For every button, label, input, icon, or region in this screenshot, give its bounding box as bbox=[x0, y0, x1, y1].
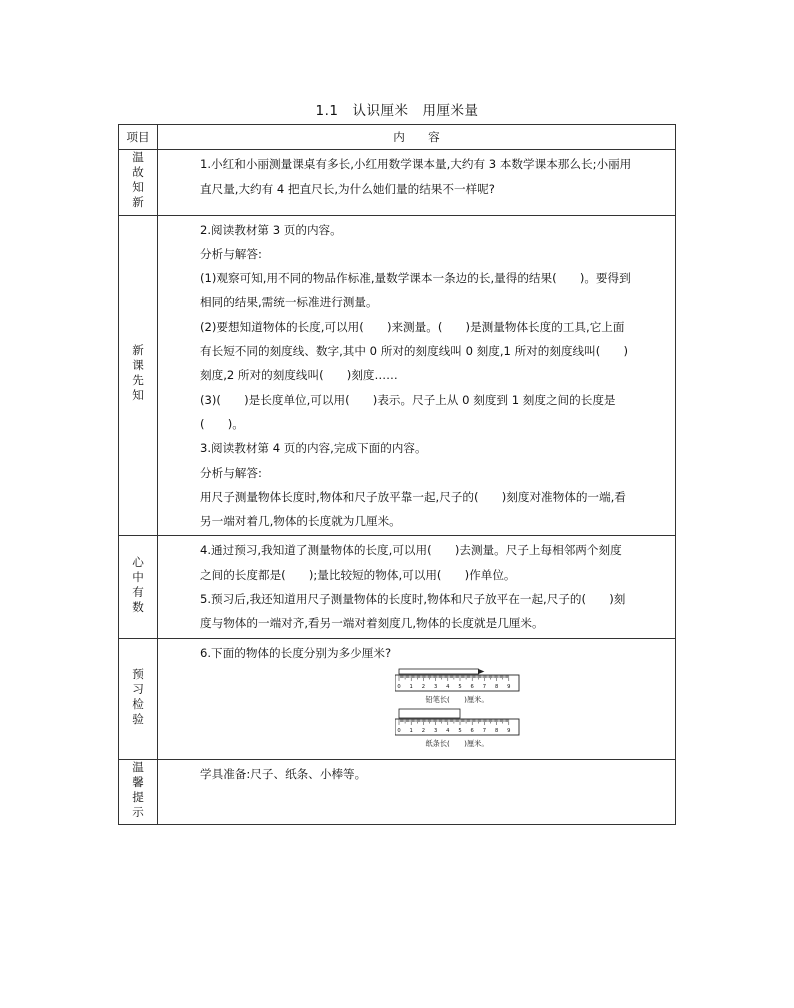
ruler-number: 4 bbox=[446, 683, 450, 690]
ruler-figure-svg bbox=[395, 665, 525, 757]
row-label-text: 预习检验 bbox=[132, 666, 144, 726]
pencil-tip bbox=[478, 669, 484, 674]
row-label-text: 温馨提示 bbox=[132, 759, 144, 819]
ruler-number: 0 bbox=[397, 683, 401, 690]
row-label-text: 心中有数 bbox=[132, 554, 144, 614]
content-line: 1.小红和小丽测量课桌有多长,小红用数学课本量,大约有 3 本数学课本那么长;小丽用 bbox=[200, 157, 632, 172]
header-content: 内 容 bbox=[158, 125, 676, 150]
ruler-number: 8 bbox=[494, 727, 499, 734]
content-line: 6.下面的物体的长度分别为多少厘米? bbox=[200, 645, 392, 660]
content-line: (3)( )是长度单位,可以用( )表示。尺子上从 0 刻度到 1 刻度之间的长度是 bbox=[200, 392, 616, 407]
preview-table bbox=[118, 124, 676, 825]
table-row bbox=[119, 150, 676, 215]
table-row bbox=[119, 536, 676, 638]
content-line: ( )。 bbox=[200, 416, 244, 431]
ruler-number: 5 bbox=[458, 727, 462, 734]
content-line: 2.阅读教材第 3 页的内容。 bbox=[200, 222, 342, 237]
ruler-number: 7 bbox=[482, 683, 487, 690]
content-line: 5.预习后,我还知道用尺子测量物体的长度时,物体和尺子放平在一起,尺子的( )刻 bbox=[200, 592, 626, 607]
pencil-body bbox=[399, 669, 478, 674]
content-line: 相同的结果,需统一标准进行测量。 bbox=[200, 295, 378, 310]
content-line: 分析与解答: bbox=[200, 465, 262, 480]
table-row bbox=[119, 638, 676, 759]
content-line: 3.阅读教材第 4 页的内容,完成下面的内容。 bbox=[200, 441, 427, 456]
ruler-caption: 纸条长( )厘米。 bbox=[425, 738, 489, 748]
content-line: 4.通过预习,我知道了测量物体的长度,可以用( )去测量。尺子上每相邻两个刻度 bbox=[200, 543, 622, 558]
ruler-figures bbox=[200, 665, 669, 757]
ruler-number: 5 bbox=[458, 683, 462, 690]
ruler-number: 0 bbox=[397, 727, 401, 734]
row-label bbox=[119, 150, 158, 215]
ruler-number: 8 bbox=[494, 683, 499, 690]
page-title: 1.1 认识厘米 用厘米量 bbox=[315, 103, 479, 119]
table-row bbox=[119, 215, 676, 536]
content-line: 学具准备:尺子、纸条、小棒等。 bbox=[200, 766, 367, 781]
ruler-number: 9 bbox=[507, 727, 511, 734]
content-line: 度与物体的一端对齐,看另一端对着刻度几,物体的长度就是几厘米。 bbox=[200, 616, 544, 631]
content-line: 另一端对着几,物体的长度就为几厘米。 bbox=[200, 514, 401, 529]
content-line: 用尺子测量物体长度时,物体和尺子放平靠一起,尺子的( )刻度对准物体的一端,看 bbox=[200, 489, 626, 504]
content-line: (1)观察可知,用不同的物品作标准,量数学课本一条边的长,量得的结果( )。要得到 bbox=[200, 271, 631, 286]
row-content bbox=[158, 638, 676, 759]
ruler-number: 2 bbox=[421, 727, 426, 734]
content-line: 之间的长度都是( );量比较短的物体,可以用( )作单位。 bbox=[200, 567, 516, 582]
ruler-number: 1 bbox=[409, 683, 413, 690]
content-line: 分析与解答: bbox=[200, 246, 262, 261]
row-label bbox=[119, 536, 158, 638]
row-content bbox=[158, 536, 676, 638]
paper-strip bbox=[399, 709, 460, 718]
row-label bbox=[119, 215, 158, 536]
header-label: 项目 bbox=[119, 125, 158, 150]
ruler-number: 3 bbox=[433, 727, 438, 734]
content-line: 有长短不同的刻度线、数字,其中 0 所对的刻度线叫 0 刻度,1 所对的刻度线叫( ) bbox=[200, 344, 628, 359]
table-header-row bbox=[119, 125, 676, 150]
ruler-caption: 铅笔长( )厘米。 bbox=[425, 694, 489, 704]
content-line: (2)要想知道物体的长度,可以用( )来测量。( )是测量物体长度的工具,它上面 bbox=[200, 319, 625, 334]
ruler-number: 9 bbox=[507, 683, 511, 690]
ruler-number: 6 bbox=[470, 727, 474, 734]
ruler-number: 2 bbox=[421, 683, 426, 690]
row-content bbox=[158, 150, 676, 215]
row-label bbox=[119, 638, 158, 759]
row-label-text: 新课先知 bbox=[132, 343, 144, 403]
table-row bbox=[119, 759, 676, 824]
content-line: 刻度,2 所对的刻度线叫( )刻度…… bbox=[200, 368, 398, 383]
row-label bbox=[119, 759, 158, 824]
ruler-number: 4 bbox=[446, 727, 450, 734]
row-content bbox=[158, 759, 676, 824]
ruler-number: 6 bbox=[470, 683, 474, 690]
ruler-number: 1 bbox=[409, 727, 413, 734]
row-label-text: 温故知新 bbox=[132, 150, 144, 210]
ruler-number: 3 bbox=[433, 683, 438, 690]
ruler-number: 7 bbox=[482, 727, 487, 734]
content-line: 直尺量,大约有 4 把直尺长,为什么她们量的结果不一样呢? bbox=[200, 181, 495, 196]
row-content bbox=[158, 215, 676, 536]
